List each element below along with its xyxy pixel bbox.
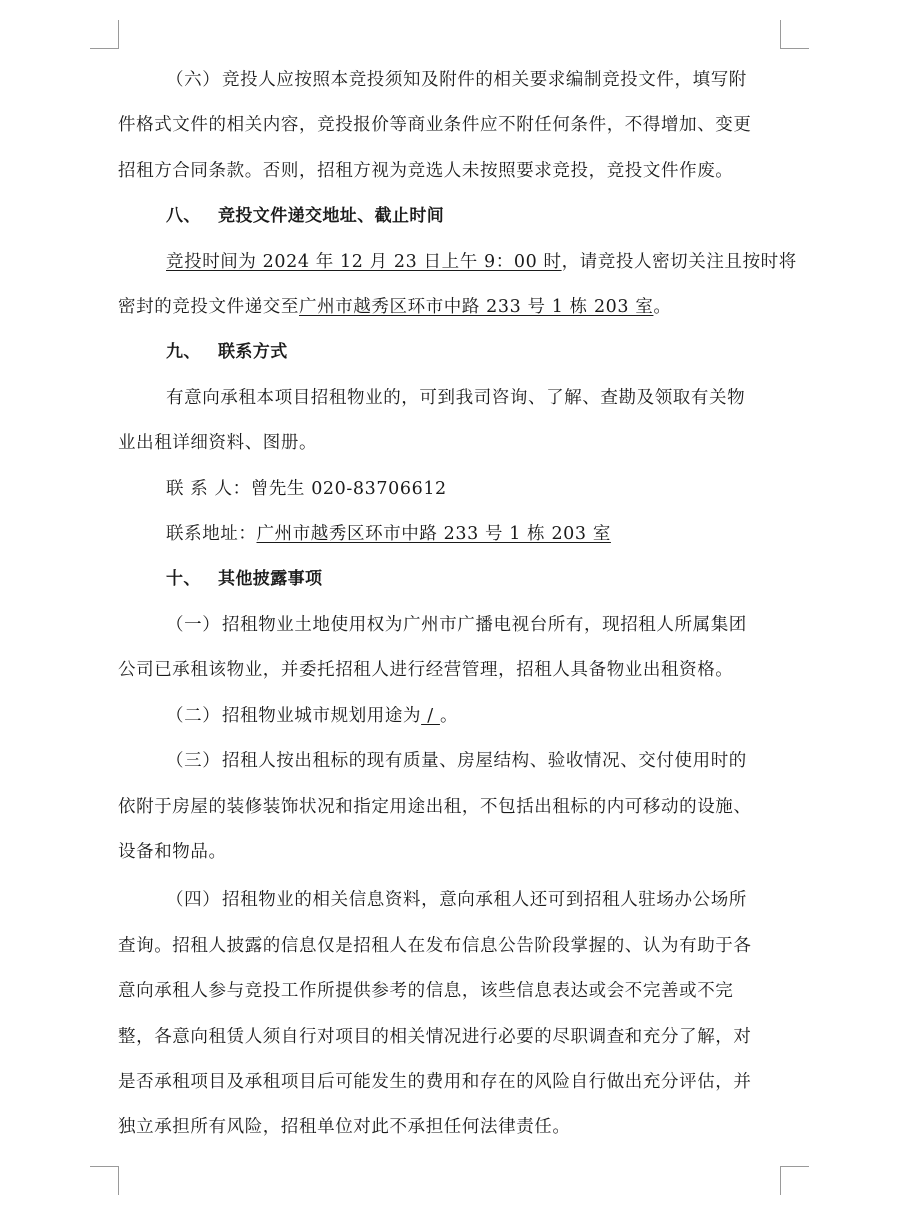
contact-phone: 曾先生 020-83706612: [250, 478, 447, 499]
contact-address-value: 广州市越秀区环市中路 233 号 1 栋 203 室: [256, 524, 611, 545]
item-label: （一）: [166, 614, 221, 635]
document-page: [118, 58, 797, 1151]
page-corner-mark-top-right: [780, 20, 809, 49]
section-heading-10: 十、 其他披露事项: [166, 569, 323, 590]
page-corner-mark-top-left: [90, 20, 119, 49]
contact-address: 联系地址：广州市越秀区环市中路 233 号 1 栋 203 室: [166, 524, 611, 545]
paragraph-disclosure-4: （四）招租物业的相关信息资料，意向承租人还可到招租人驻场办公场所 查询。招租人披露的信息仅是招租人在发布信息公告阶段掌握的、认为有助于各 意向承租人参与竞投工作所提供参考的信息，该些信息表达或会不完善或不完 整，各意向租赁人须自行对项目的相关情况进行必要的尽职调查和充分了解，对 是否承租项目及承租项目后可能发生的费用和存在的风险自行做出充分评估，并 独立承担所有风险，招租单位对此不承担任何法律责任。: [118, 878, 782, 1150]
paragraph-submission: 竞投时间为 2024 年 12 月 23 日上午 9：00 时，请竞投人密切关注且按时将 密封的竞投文件递交至广州市越秀区环市中路 233 号 1 栋 203 室。: [118, 251, 797, 318]
page-corner-mark-bottom-left: [90, 1166, 119, 1195]
item-label: （四）: [166, 890, 221, 911]
page-corner-mark-bottom-right: [780, 1166, 809, 1195]
paragraph-item-6: （六）竞投人应按照本竞投须知及附件的相关要求编制竞投文件，填写附 件格式文件的相关内容，竞投报价等商业条件应不附任何条件，不得增加、变更 招租方合同条款。否则，招租方视为竞选人未按照要求竞投，竞投文件作废。: [118, 58, 782, 194]
planning-use-value: /: [421, 705, 440, 726]
item-label: （二）: [166, 705, 221, 726]
paragraph-contact-intro: 有意向承租本项目招租物业的，可到我司咨询、了解、查勘及领取有关物 业出租详细资料、图册。: [118, 387, 746, 454]
item-label: （六）: [166, 70, 221, 90]
contact-person: 联 系 人：曾先生 020-83706612: [166, 478, 447, 499]
paragraph-disclosure-3: （三）招租人按出租标的现有质量、房屋结构、验收情况、交付使用时的 依附于房屋的装修装饰状况和指定用途出租，不包括出租标的内可移动的设施、 设备和物品。: [118, 739, 782, 875]
section-heading-8: 八、 竞投文件递交地址、截止时间: [166, 206, 445, 227]
paragraph-disclosure-2: （二）招租物业城市规划用途为 / 。: [118, 694, 782, 739]
section-heading-9: 九、 联系方式: [166, 342, 288, 363]
deadline-text: 竞投时间为 2024 年 12 月 23 日上午 9：00 时: [166, 251, 562, 272]
item-label: （三）: [166, 751, 221, 772]
submission-address: 广州市越秀区环市中路 233 号 1 栋 203 室: [299, 297, 654, 318]
paragraph-disclosure-1: （一）招租物业土地使用权为广州市广播电视台所有，现招租人所属集团 公司已承租该物业，并委托招租人进行经营管理，招租人具备物业出租资格。: [118, 603, 782, 694]
